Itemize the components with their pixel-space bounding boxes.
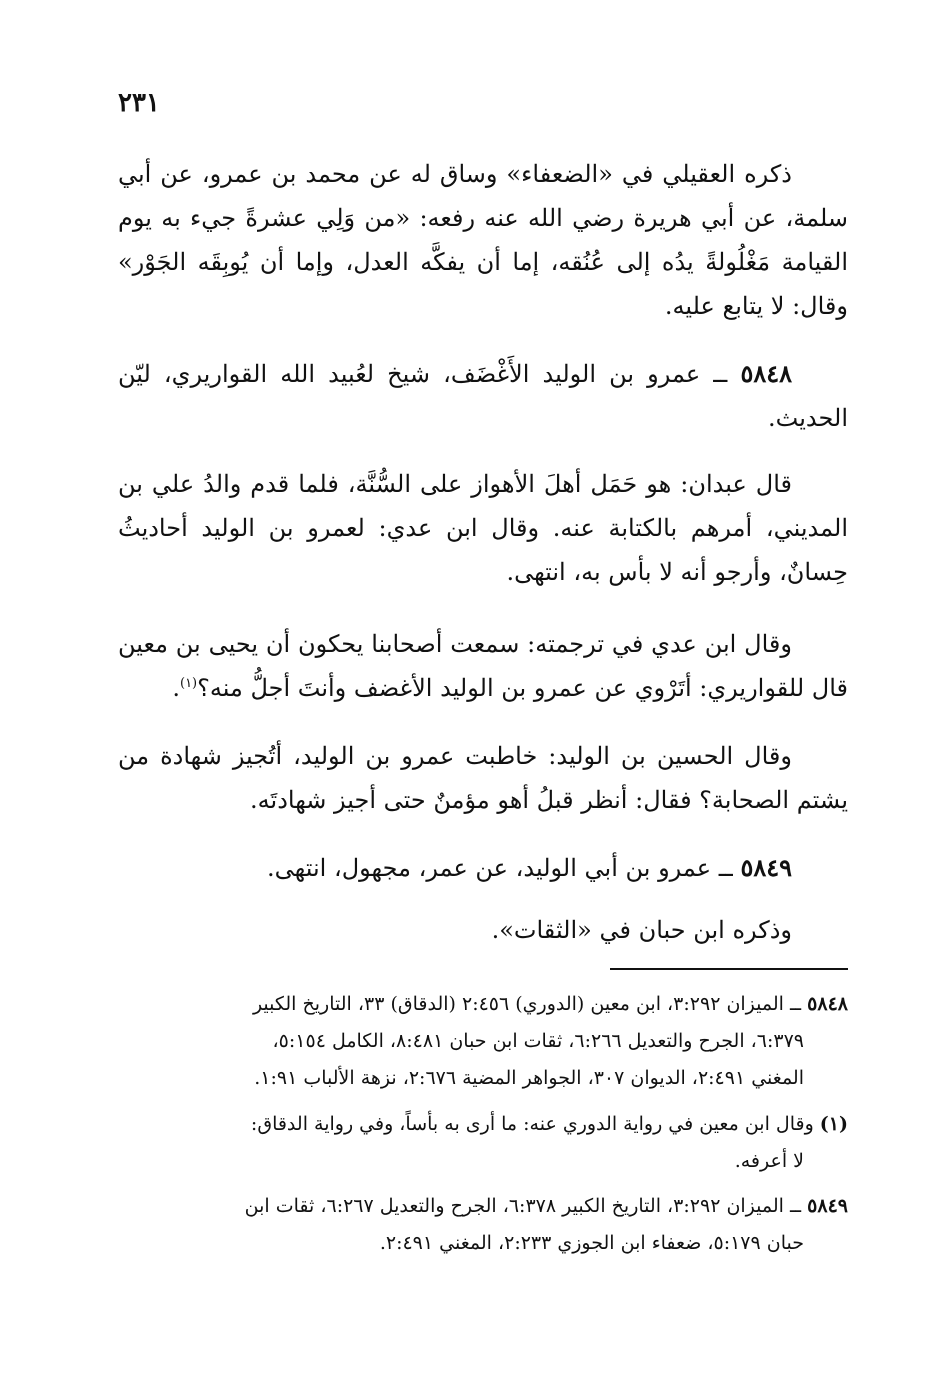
entry-heading-text: ــ عمرو بن الوليد الأَغْضَف، شيخ لعُبيد الله القواريري، ليّن الحديث. [118,360,848,432]
footnote-label: ٥٨٤٩ [807,1195,848,1217]
footnote-text: ــ الميزان ٣:٢٩٢، التاريخ الكبير ٦:٣٧٨، الجرح والتعديل ٦:٢٦٧، ثقات ابن [244,1195,808,1217]
entry-5849-text [118,846,848,890]
footnote-5848 [118,986,848,1097]
entry-number: ٥٨٤٩ [740,853,792,882]
footnote-line [118,1188,848,1225]
footnote-line: لا أعرفه. [734,1150,804,1172]
paragraph-text: وقال الحسين بن الوليد: خاطبت عمرو بن الوليد، أتُجيز شهادة من يشتم الصحابة؟ فقال: أنظر قبلُ أهو مؤمنٌ حتى أجيز شهادتَه. [118,742,848,814]
paragraph-text-with-ref [118,622,848,710]
footnote-label: (١) [819,1113,848,1135]
entry-5848-text [118,352,848,440]
paragraph-aqili [118,152,848,328]
footnote-separator [610,968,848,970]
paragraph-abdan [118,462,848,594]
paragraph-ibn-hibban [118,908,848,952]
footnote-label: ٥٨٤٨ [807,993,848,1015]
page-number: ٢٣١ [118,88,160,118]
entry-heading-text: ــ عمرو بن أبي الوليد، عن عمر، مجهول، انتهى. [267,854,741,882]
footnote-5849 [118,1188,848,1262]
footnote-line: حبان ٥:١٧٩، ضعفاء ابن الجوزي ٢:٢٣٣، المغني ٢:٤٩١. [379,1232,804,1254]
entry-number: ٥٨٤٨ [740,359,792,388]
footnote-line [118,1106,848,1143]
footnote-line [118,986,848,1023]
entry-5848 [118,352,848,440]
footnote-1 [118,1106,848,1180]
footnote-text: وقال ابن معين في رواية الدوري عنه: ما أرى به بأساً، وفي رواية الدقاق: [250,1113,820,1135]
footnote-ref: (١) [179,676,198,691]
paragraph-text: وقال ابن عدي في ترجمته: سمعت أصحابنا يحكون أن يحيى بن معين قال للقواريري: أتَرْوي عن عمرو بن الوليد الأغضف وأنتَ أجلُّ منه؟ [118,630,848,702]
paragraph-text: وذكره ابن حبان في «الثقات». [491,916,792,944]
entry-5849 [118,846,848,890]
footnote-text: ــ الميزان ٣:٢٩٢، ابن معين (الدوري) ٢:٤٥٦ (الدقاق) ٣٣، التاريخ الكبير [252,993,808,1015]
paragraph-text: قال عبدان: هو حَمَل أهلَ الأهواز على السُّنَّة، فلما قدم والدُ علي بن المديني، أمرهم بالكتابة عنه. وقال ابن عدي: لعمرو بن الوليد أحاديثُ حِسانٌ، وأرجو أنه لا بأس به، انتهى. [118,470,848,586]
footnote-line: المغني ٢:٤٩١، الديوان ٣٠٧، الجواهر المضية ٢:٦٧٦، نزهة الألباب ١:٩١. [254,1067,804,1089]
paragraph-text: ذكره العقيلي في «الضعفاء» وساق له عن محمد بن عمرو، عن أبي سلمة، عن أبي هريرة رضي الله عنه رفعه: «من وَلِي عشرةً جيء به يوم القيامة مَغْلُولةً يدُه إلى عُنُقه، إما أن يفكَّه العدل، وإما أن يُوبِقَه الجَوْر» وقال: لا يتابع عليه. [118,160,848,320]
paragraph-end: . [172,674,180,702]
paragraph-husayn [118,734,848,822]
footnote-line: ٦:٣٧٩، الجرح والتعديل ٦:٢٦٦، ثقات ابن حبان ٨:٤٨١، الكامل ٥:١٥٤، [272,1030,804,1052]
paragraph-ibn-adi [118,622,848,710]
